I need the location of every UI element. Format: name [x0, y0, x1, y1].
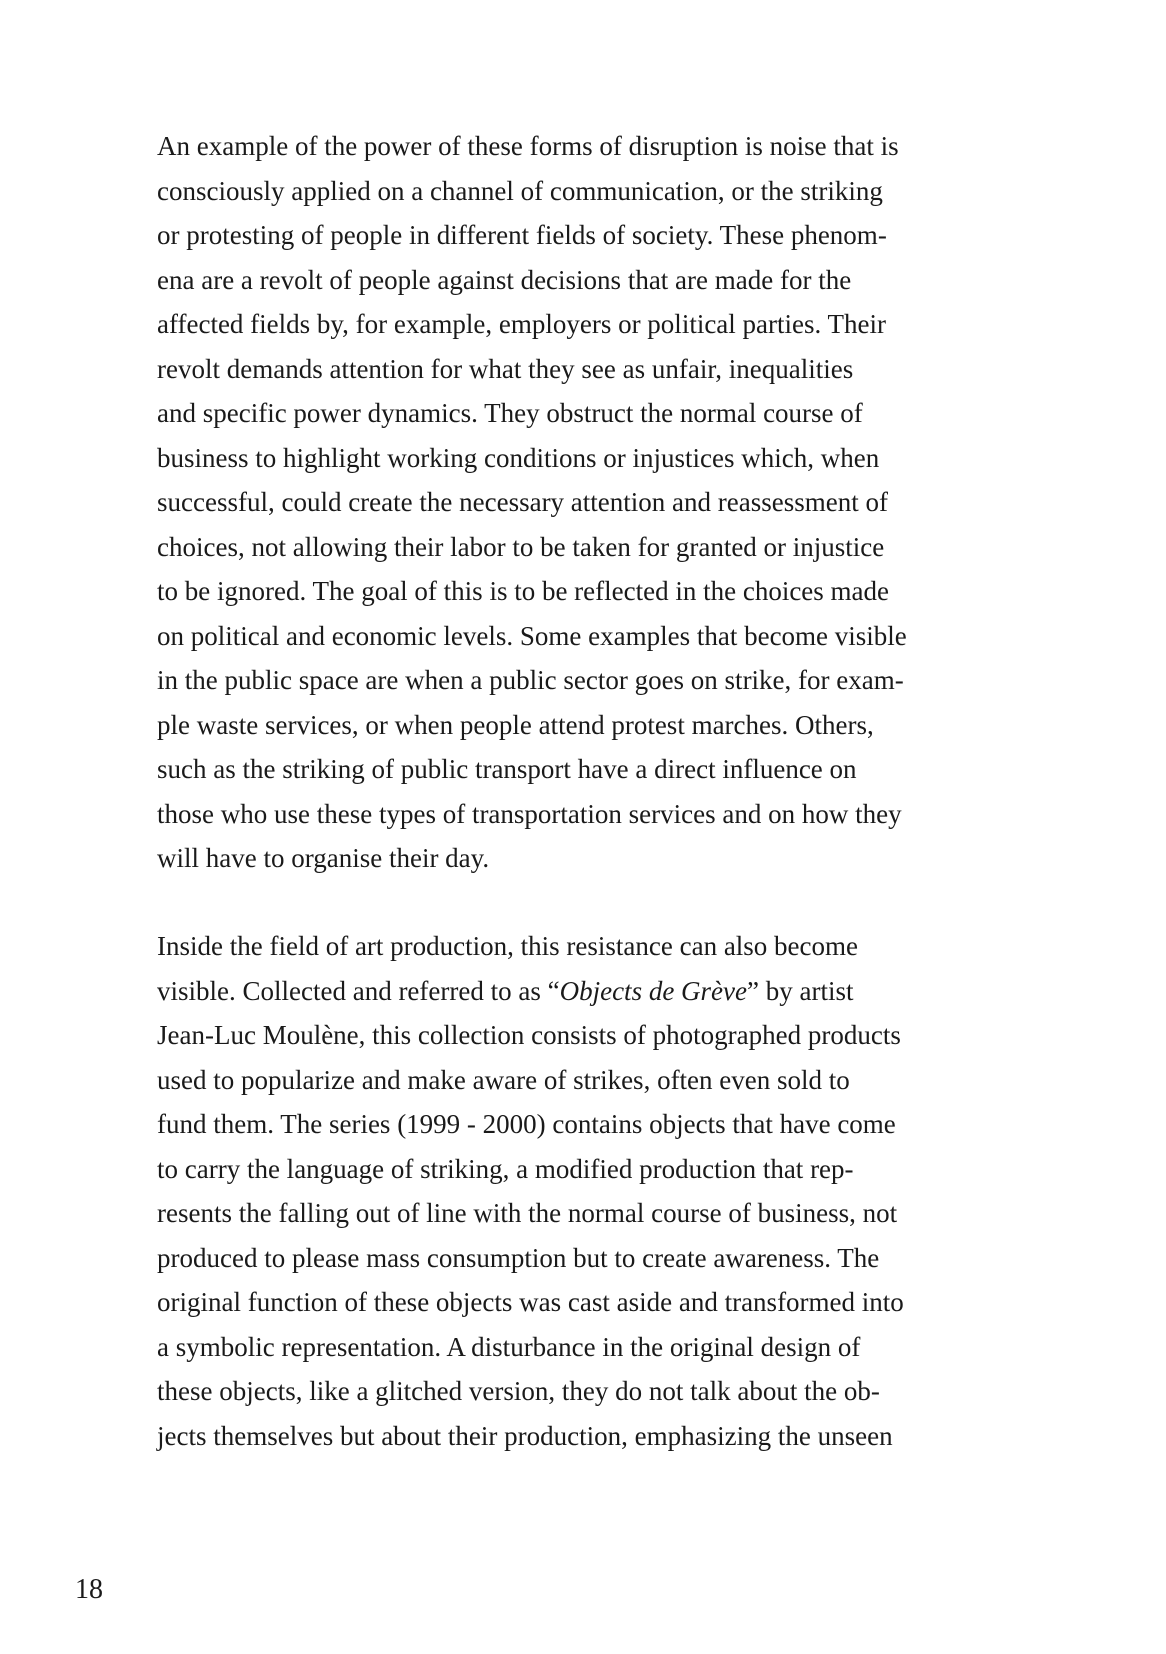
text-line: to carry the language of striking, a modified production that rep- — [157, 1153, 854, 1184]
text-line: business to highlight working conditions or injustices which, when — [157, 442, 880, 473]
text-line-with-italic-title — [157, 969, 1017, 1014]
text-line: ena are a revolt of people against decisions that are made for the — [157, 264, 852, 295]
page-number: 18 — [75, 1574, 103, 1605]
text-line: Jean-Luc Moulène, this collection consists of photographed products — [157, 1020, 901, 1050]
text-line: such as the striking of public transport have a direct influence on — [157, 754, 857, 784]
text-segment: visible. Collected and referred to as “ — [157, 975, 560, 1006]
text-line: and specific power dynamics. They obstruct the normal course of — [157, 398, 863, 428]
text-line: a symbolic representation. A disturbance in the original design of — [157, 1331, 861, 1362]
text-line: on political and economic levels. Some examples that become visible — [157, 620, 907, 651]
text-line: resents the falling out of line with the normal course of business, not — [157, 1198, 898, 1228]
text-segment: ” by artist — [747, 975, 854, 1006]
text-line: affected fields by, for example, employers or political parties. Their — [157, 309, 886, 339]
text-line: or protesting of people in different fields of society. These phenom- — [157, 220, 887, 250]
text-line: will have to organise their day. — [157, 843, 490, 873]
text-line: choices, not allowing their labor to be taken for granted or injustice — [157, 531, 885, 562]
text-line: these objects, like a glitched version, they do not talk about the ob- — [157, 1376, 880, 1406]
text-line: to be ignored. The goal of this is to be reflected in the choices made — [157, 576, 890, 606]
text-line: consciously applied on a channel of communication, or the striking — [157, 175, 883, 206]
text-line: original function of these objects was cast aside and transformed into — [157, 1287, 904, 1317]
text-line: revolt demands attention for what they see as unfair, inequalities — [157, 353, 854, 384]
text-line: jects themselves but about their production, emphasizing the unseen — [157, 1420, 893, 1451]
text-line: Inside the field of art production, this resistance can also become — [157, 931, 859, 961]
paragraph-1 — [157, 124, 1017, 881]
text-line: those who use these types of transportation services and on how they — [157, 798, 902, 829]
text-line: used to popularize and make aware of strikes, often even sold to — [157, 1064, 850, 1095]
text-line: An example of the power of these forms of disruption is noise that is — [157, 131, 899, 161]
paragraph-2 — [157, 924, 1017, 1458]
text-line: successful, could create the necessary attention and reassessment of — [157, 487, 888, 517]
text-line: in the public space are when a public sector goes on strike, for exam- — [157, 665, 904, 695]
artwork-title: Objects de Grève — [559, 975, 748, 1006]
text-line: produced to please mass consumption but to create awareness. The — [157, 1242, 880, 1273]
text-line: ple waste services, or when people attend protest marches. Others, — [157, 709, 874, 740]
text-line: fund them. The series (1999 - 2000) contains objects that have come — [157, 1109, 896, 1139]
